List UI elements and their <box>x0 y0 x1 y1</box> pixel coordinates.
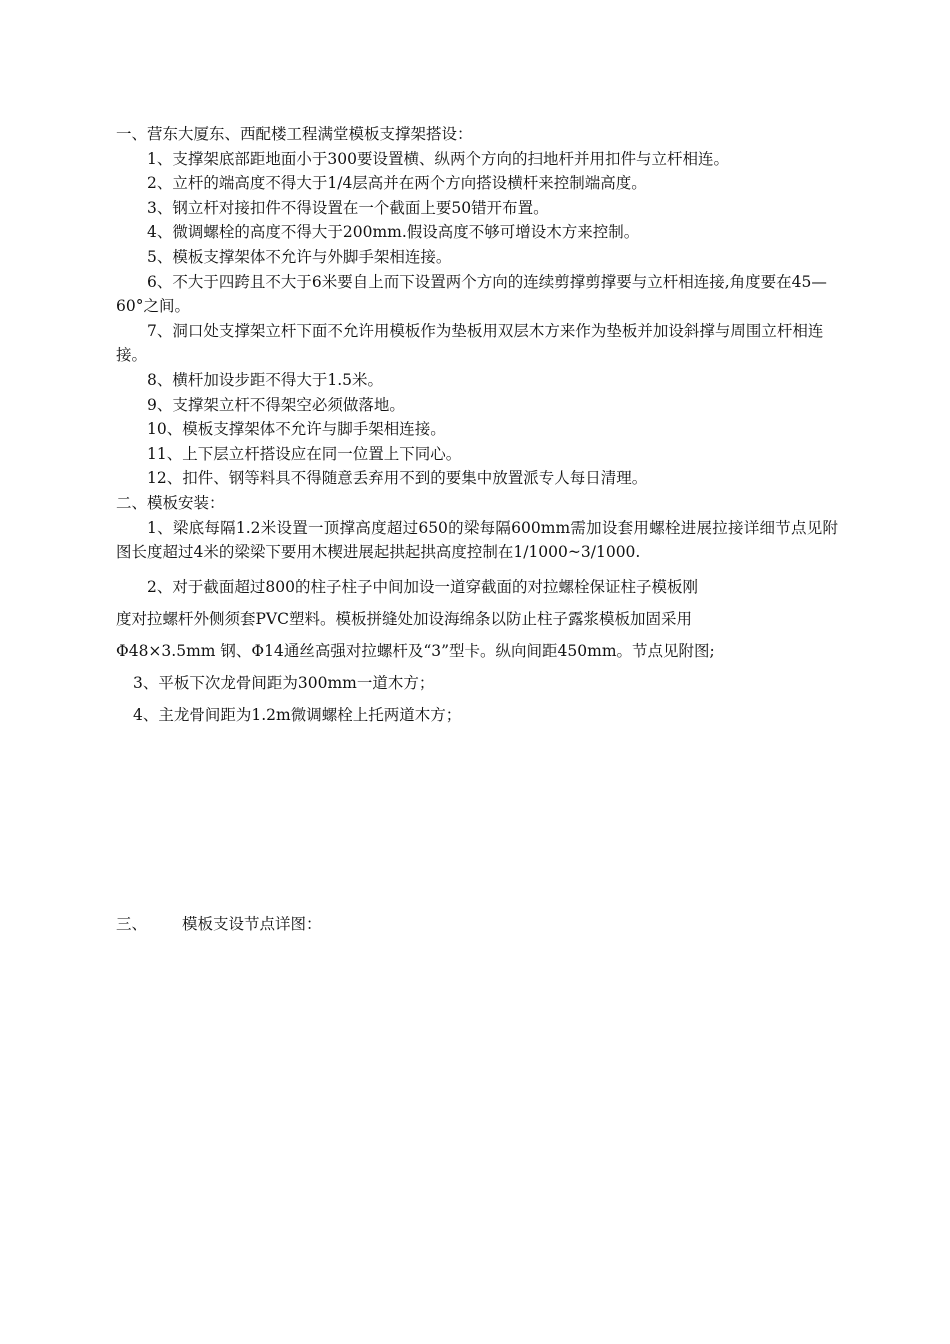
section-2-item-3: 3、平板下次龙骨间距为300mm一道木方； <box>133 673 435 692</box>
section-1-item-8: 8、横杆加设步距不得大于1.5米。 <box>147 370 384 389</box>
section-2-item-2-line-3: Φ48×3.5mm 钢、Φ14通丝高强对拉螺杆及“3”型卡。纵向间距450mm。节点见附图; <box>116 641 715 660</box>
section-2-item-4: 4、主龙骨间距为1.2m微调螺栓上托两道木方； <box>133 705 462 724</box>
section-3-heading <box>116 912 322 936</box>
section-1-item-2: 2、立杆的端高度不得大于1/4层高并在两个方向搭设横杆来控制端高度。 <box>147 174 647 193</box>
section-1-item-6: 6、不大于四跨且不大于6米要自上而下设置两个方向的连续剪撑剪撑要与立杆相连接,角度要在45—60°之间。 <box>116 272 827 316</box>
section-2-item-2-line-2: 度对拉螺杆外侧须套PVC塑料。模板拼缝处加设海绵条以防止柱子露浆模板加固采用 <box>116 609 692 628</box>
section-1-item-1: 1、支撑架底部距地面小于300要设置横、纵两个方向的扫地杆并用扣件与立杆相连。 <box>147 149 729 168</box>
section-1-item-12: 12、扣件、钢等料具不得随意丢弃用不到的要集中放置派专人每日清理。 <box>147 469 648 488</box>
section-2-item-1: 1、梁底每隔1.2米设置一顶撑高度超过650的梁每隔600mm需加设套用螺栓进展拉接详细节点见附图长度超过4米的梁梁下要用木楔进展起拱起拱高度控制在1/1000~3/1000. <box>116 518 838 562</box>
section-1-item-10: 10、模板支撑架体不允许与脚手架相连接。 <box>147 420 446 439</box>
section-3-title: 模板支设节点详图： <box>182 915 322 933</box>
document-body <box>116 122 838 731</box>
section-3-number: 三、 <box>116 915 148 933</box>
section-1-item-7: 7、洞口处支撑架立杆下面不允许用模板作为垫板用双层木方来作为垫板并加设斜撑与周围立杆相连接。 <box>116 321 824 365</box>
section-1-item-4: 4、微调螺栓的高度不得大于200mm.假设高度不够可增设木方来控制。 <box>147 223 640 242</box>
section-2-heading: 二、模板安装： <box>116 493 225 512</box>
section-1-item-9: 9、支撑架立杆不得架空必须做落地。 <box>147 395 405 414</box>
section-1-heading: 一、营东大厦东、西配楼工程满堂模板支撑架搭设： <box>116 125 473 143</box>
section-1-item-11: 11、上下层立杆搭设应在同一位置上下同心。 <box>147 444 462 463</box>
section-1-item-5: 5、模板支撑架体不允许与外脚手架相连接。 <box>147 247 452 266</box>
section-1-item-3: 3、钢立杆对接扣件不得设置在一个截面上要50错开布置。 <box>147 198 549 217</box>
section-2-item-2-line-1: 2、对于截面超过800的柱子柱子中间加设一道穿截面的对拉螺栓保证柱子模板刚 <box>147 577 698 596</box>
